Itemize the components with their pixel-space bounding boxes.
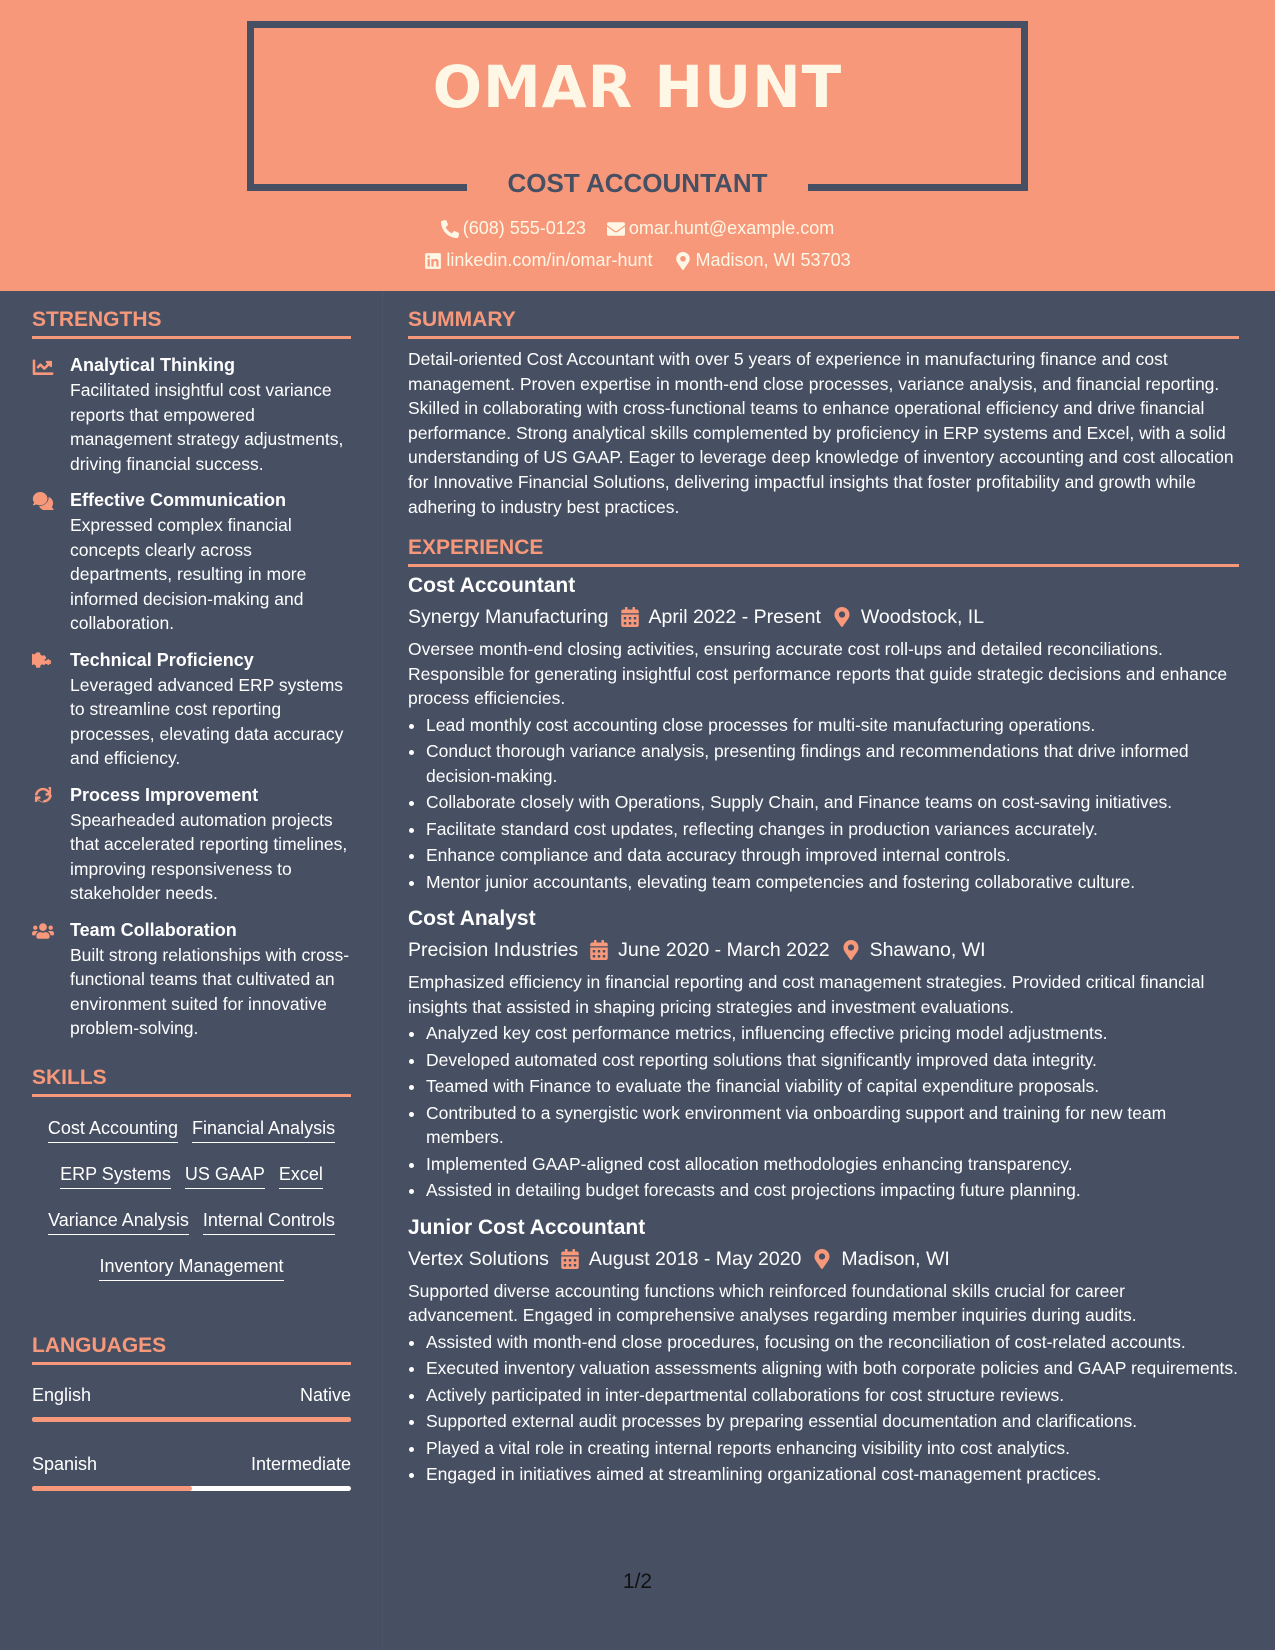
chart-line-icon: [32, 357, 54, 375]
job-dates: August 2018 - May 2020: [588, 1247, 802, 1270]
job-meta: [408, 935, 1239, 965]
left-column: [32, 305, 351, 1491]
job-title: Junior Cost Accountant: [408, 1215, 646, 1239]
comments-icon: [32, 492, 54, 510]
job-bullet: • Conduct thorough variance analysis, presenting findings and recommendations that drive informed decision-making.: [426, 739, 1239, 788]
column-divider: [382, 291, 383, 1650]
job-entry: [408, 1213, 1239, 1487]
language-bar: [32, 1417, 351, 1422]
job-title: Cost Analyst: [408, 907, 536, 931]
job-description: Oversee month-end closing activities, ensuring accurate cost roll-ups and detailed reconciliations. Responsible for generating insightful cost performance reports that guide strategic decisions and enhance process efficiencies.: [408, 639, 1228, 709]
strength-item: [32, 648, 351, 771]
job-bullets: [408, 1330, 1239, 1487]
location-text: Madison, WI 53703: [695, 250, 851, 270]
strength-item: [32, 918, 351, 1041]
linkedin-icon: [424, 252, 442, 270]
email-text: omar.hunt@example.com: [628, 218, 835, 238]
map-marker-icon: [813, 1249, 831, 1269]
job-dates: April 2022 - Present: [648, 606, 821, 629]
language-level: Intermediate: [250, 1453, 351, 1474]
job-dates: June 2020 - March 2022: [618, 939, 830, 962]
right-column: [408, 305, 1239, 1489]
language-bar-fill: [32, 1486, 192, 1491]
job-bullet: • Collaborate closely with Operations, Supply Chain, and Finance teams on cost-saving initiatives.: [426, 790, 1239, 815]
skills-list: [32, 1107, 351, 1291]
candidate-name: OMAR HUNT: [432, 53, 843, 121]
job-bullet: • Supported external audit processes by preparing essential documentation and clarifications.: [426, 1409, 1239, 1434]
job-company: Precision Industries: [408, 939, 579, 962]
strength-item: [32, 783, 351, 906]
strength-desc: Leveraged advanced ERP systems to streamline cost reporting processes, elevating data accuracy and efficiency.: [70, 674, 344, 768]
users-icon: [32, 922, 54, 940]
language-bar: [32, 1486, 351, 1491]
job-bullet: • Engaged in initiatives aimed at streamlining organizational cost-management practices.: [426, 1462, 1239, 1487]
job-location: Shawano, WI: [869, 939, 986, 962]
summary-heading: SUMMARY: [408, 305, 1239, 339]
calendar-icon: [590, 940, 608, 960]
resume-header: [0, 0, 1275, 291]
experience-list: [408, 571, 1239, 1487]
contact-row-2: [0, 250, 1275, 275]
job-entry: [408, 571, 1239, 894]
job-meta: [408, 602, 1239, 632]
job-title: Cost Accountant: [408, 574, 576, 598]
gears-icon: [32, 652, 54, 670]
calendar-icon: [621, 607, 639, 627]
frame-bottom-left: [247, 184, 467, 191]
location-contact: [674, 250, 851, 271]
calendar-icon: [561, 1249, 579, 1269]
job-bullet: • Mentor junior accountants, elevating team competencies and fostering collaborative culture.: [426, 870, 1239, 895]
envelope-icon: [607, 220, 625, 238]
frame-bottom-right: [808, 184, 1028, 191]
skills-heading: SKILLS: [32, 1063, 351, 1097]
sync-icon: [32, 787, 54, 805]
language-name: Spanish: [32, 1453, 98, 1474]
language-item: [32, 1452, 351, 1491]
map-marker-icon: [833, 607, 851, 627]
phone-contact[interactable]: [441, 218, 586, 239]
job-bullet: • Developed automated cost reporting solutions that significantly improved data integrity.: [426, 1048, 1239, 1073]
language-bar-fill: [32, 1417, 351, 1422]
strength-desc: Spearheaded automation projects that accelerated reporting timelines, improving responsiveness to stakeholder needs.: [70, 809, 348, 903]
strength-title: Technical Proficiency: [70, 649, 254, 670]
job-location: Madison, WI: [841, 1247, 950, 1270]
skill-tag: Inventory Management: [99, 1254, 283, 1281]
map-marker-icon: [674, 252, 692, 270]
linkedin-contact[interactable]: [424, 250, 652, 271]
strength-desc: Expressed complex financial concepts clearly across departments, resulting in more informed decision-making and collaboration.: [70, 515, 307, 633]
job-location: Woodstock, IL: [860, 606, 985, 629]
job-bullet: • Enhance compliance and data accuracy through improved internal controls.: [426, 843, 1239, 868]
job-bullet: • Lead monthly cost accounting close processes for multi-site manufacturing operations.: [426, 713, 1239, 738]
strength-title: Team Collaboration: [70, 919, 237, 940]
job-bullet: • Played a vital role in creating internal reports enhancing visibility into cost analytics.: [426, 1436, 1239, 1461]
languages-heading: LANGUAGES: [32, 1331, 351, 1365]
skill-tag: US GAAP: [185, 1162, 265, 1189]
job-bullets: [408, 1021, 1239, 1203]
phone-text: (608) 555-0123: [462, 218, 586, 238]
strength-desc: Facilitated insightful cost variance reports that empowered management strategy adjustments, driving financial success.: [70, 380, 344, 474]
skill-tag: ERP Systems: [60, 1162, 171, 1189]
candidate-title: COST ACCOUNTANT: [507, 168, 768, 198]
strengths-heading: STRENGTHS: [32, 305, 351, 339]
skill-tag: Cost Accounting: [48, 1116, 178, 1143]
job-bullet: • Executed inventory valuation assessments aligning with both corporate policies and GAAP requirements.: [426, 1356, 1239, 1381]
map-marker-icon: [842, 940, 860, 960]
strength-desc: Built strong relationships with cross-functional teams that cultivated an environment suited for innovative problem-solving.: [70, 944, 350, 1038]
job-entry: [408, 904, 1239, 1203]
language-name: English: [32, 1384, 92, 1405]
job-bullet: • Teamed with Finance to evaluate the financial viability of capital expenditure proposals.: [426, 1074, 1239, 1099]
language-item: [32, 1383, 351, 1422]
job-bullet: • Assisted with month-end close procedures, focusing on the reconciliation of cost-related accounts.: [426, 1330, 1239, 1355]
job-bullet: • Assisted in detailing budget forecasts and cost projections impacting future planning.: [426, 1178, 1239, 1203]
job-description: Supported diverse accounting functions which reinforced foundational skills crucial for career advancement. Engaged in comprehensive analyses regarding member inquiries during audits.: [408, 1280, 1137, 1326]
email-contact[interactable]: [607, 218, 834, 239]
language-level: Native: [299, 1384, 351, 1405]
phone-icon: [441, 220, 459, 238]
skill-tag: Internal Controls: [203, 1208, 335, 1235]
skill-tag: Variance Analysis: [48, 1208, 189, 1235]
job-meta: [408, 1244, 1239, 1274]
strength-item: [32, 353, 351, 476]
contact-row-1: [0, 218, 1275, 243]
strength-title: Process Improvement: [70, 784, 259, 805]
job-bullets: [408, 713, 1239, 895]
job-company: Synergy Manufacturing: [408, 606, 609, 629]
linkedin-text: linkedin.com/in/omar-hunt: [446, 250, 653, 270]
experience-heading: EXPERIENCE: [408, 533, 1239, 567]
strength-title: Effective Communication: [70, 490, 287, 510]
page-number: 1/2: [622, 1570, 653, 1593]
summary-text: Detail-oriented Cost Accountant with over 5 years of experience in manufacturing finance and cost management. Proven expertise in month-end close processes, variance analysis, and financial reporting. Skilled in collaborating with cross-functional teams to enhance operational efficiency and drive financial performance. Strong analytical skills complemented by proficiency in ERP systems and Excel, with a solid understanding of US GAAP. Eager to leverage deep knowledge of inventory accounting and cost allocation for Innovative Financial Solutions, delivering impactful insights that foster profitability and growth while adhering to industry best practices.: [408, 349, 1234, 517]
job-bullet: • Implemented GAAP-aligned cost allocation methodologies enhancing transparency.: [426, 1152, 1239, 1177]
job-company: Vertex Solutions: [408, 1247, 549, 1270]
job-description: Emphasized efficiency in financial reporting and cost management strategies. Provided critical financial insights that assisted in shaping pricing strategies and investment evaluations.: [408, 972, 1205, 1017]
skill-tag: Excel: [279, 1162, 323, 1189]
job-bullet: • Actively participated in inter-departmental collaborations for cost structure reviews.: [426, 1383, 1239, 1408]
job-bullet: • Analyzed key cost performance metrics, influencing effective pricing model adjustments.: [426, 1021, 1239, 1046]
strength-item: [32, 488, 351, 636]
job-bullet: • Contributed to a synergistic work environment via onboarding support and training for new team members.: [426, 1101, 1239, 1150]
job-bullet: • Facilitate standard cost updates, reflecting changes in production variances accurately.: [426, 817, 1239, 842]
skill-tag: Financial Analysis: [192, 1116, 335, 1143]
strength-title: Analytical Thinking: [70, 355, 236, 375]
